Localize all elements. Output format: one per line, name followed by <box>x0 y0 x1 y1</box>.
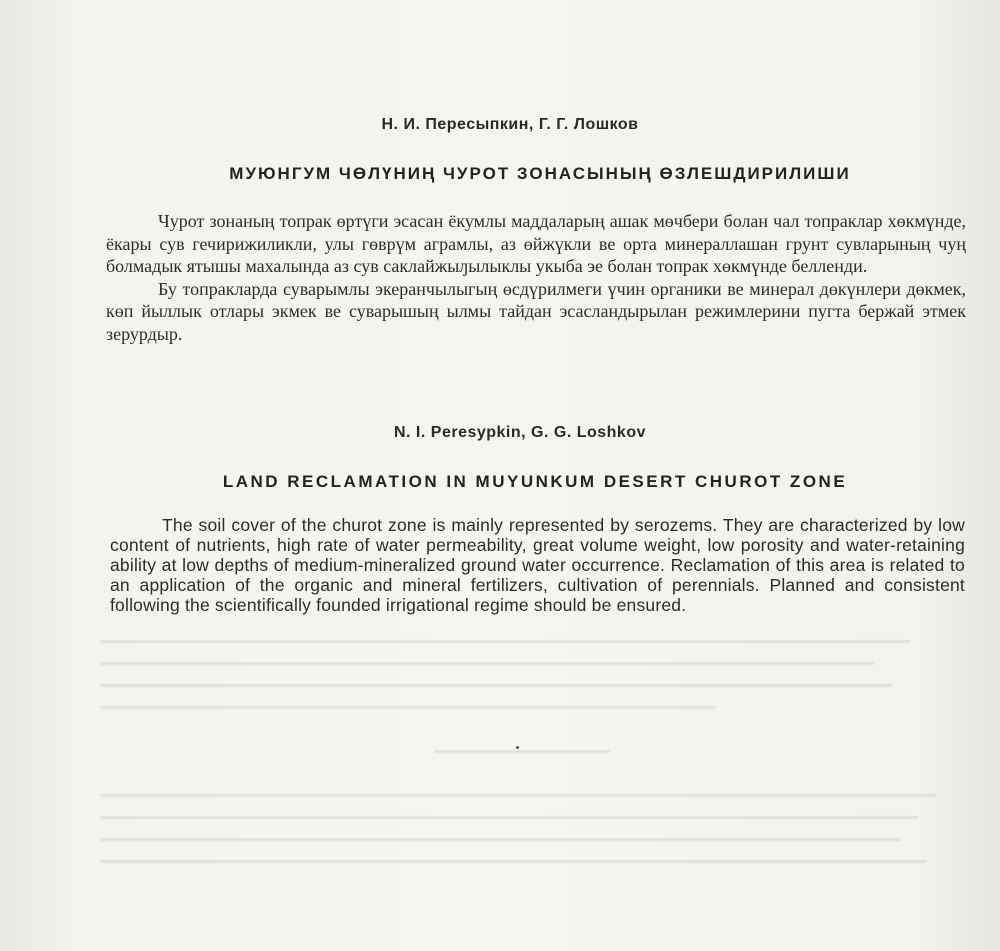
russian-authors: Н. И. Пересыпкин, Г. Г. Лошков <box>381 116 639 133</box>
print-speck <box>516 746 519 749</box>
english-abstract-paragraph-1: The soil cover of the churot zone is mainly represented by serozems. They are characterized by low content of nutrients, high rate of water permeability, great volume weight, low porosity and water-retaining ability at low depths of medium-mineralized ground water occurrence. Reclamation of this area is related to an application of the organic and mineral fertilizers, cultivation of perennials. Planned and consistent following the scientifically founded irrigational regime should be ensured. <box>110 515 965 615</box>
show-through-text-texture <box>100 640 980 951</box>
russian-abstract-paragraph-2: Бу топракларда суварымлы экеранчылыгың өсдүрилмеги үчин органики ве минерал дөкүнлери дөкмек, көп йыллык отлары экмек ве суварышың ылмы тайдан эсасландырылан режимлерини пугта бержай этмек зерурдыр. <box>106 278 966 344</box>
russian-title: МУЮНГУМ ЧӨЛҮНИҢ ЧУРОТ ЗОНАСЫНЫҢ ӨЗЛЕШДИРИЛИШИ <box>229 164 851 183</box>
russian-abstract <box>106 210 966 345</box>
english-abstract <box>110 515 965 615</box>
english-authors: N. I. Peresypkin, G. G. Loshkov <box>393 424 646 441</box>
russian-abstract-paragraph-1: Чурот зонаның топрак өртүги эсасан ёкумлы маддаларың ашак мөчбери болан чал топраклар хөкмүнде, ёкары сув гечирижиликли, улы гөврүм аграмлы, аз өйжүкли ве орта минераллашан грунт сувларының чуң болмадык ятышы махалында аз сув саклайжыԓылыклы укыба эе болан топрак хөкмүнде белленди. <box>106 211 966 276</box>
english-title: LAND RECLAMATION IN MUYUNKUM DESERT CHUROT ZONE <box>222 472 848 491</box>
